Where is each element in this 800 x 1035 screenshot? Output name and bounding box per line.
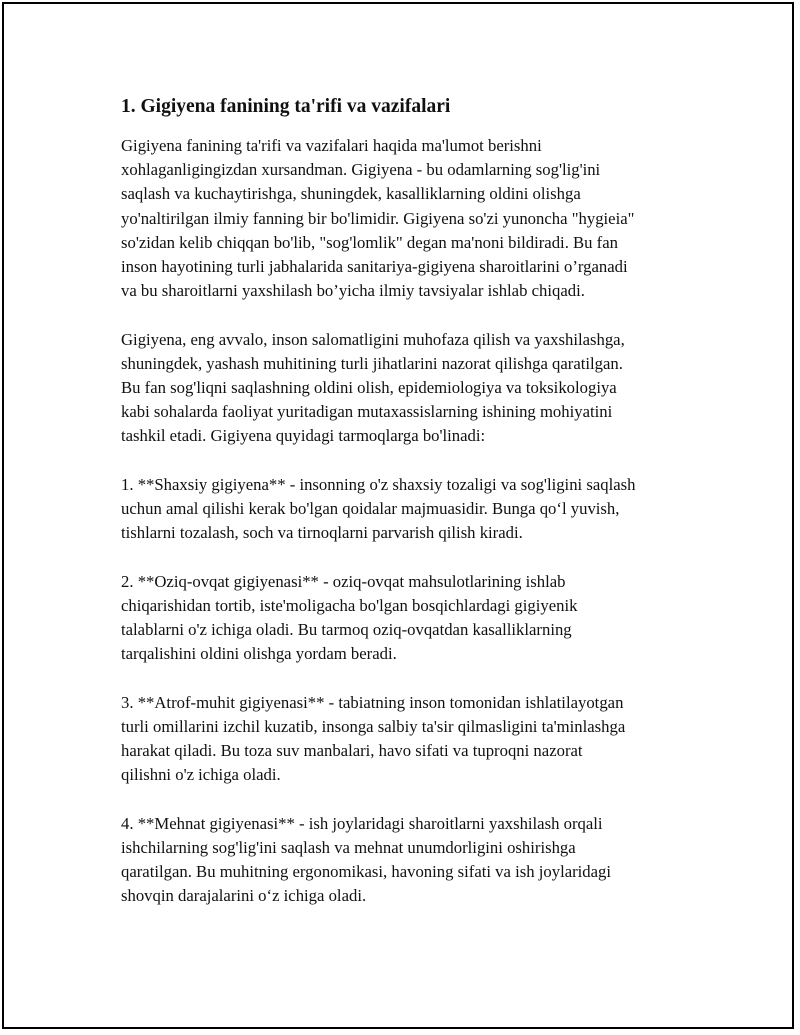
- text-line: Bu fan sog'liqni saqlashning oldini olish, epidemiologiya va toksikologiya: [121, 378, 617, 398]
- text-line: 1. **Shaxsiy gigiyena** - insonning o'z shaxsiy tozaligi va sog'ligini saqlash: [121, 474, 636, 494]
- text-line: turli omillarini izchil kuzatib, insonga salbiy ta'sir qilmasligini ta'minlashga: [121, 716, 626, 736]
- text-line: ishchilarning sog'lig'ini saqlash va mehnat unumdorligini oshirishga: [121, 837, 576, 857]
- paragraph: [121, 473, 701, 546]
- paragraph: [121, 134, 701, 303]
- text-line: 4. **Mehnat gigiyenasi** - ish joylaridagi sharoitlarni yaxshilash orqali: [121, 813, 603, 833]
- text-line: shovqin darajalarini o‘z ichiga oladi.: [121, 886, 367, 906]
- text-line: inson hayotining turli jabhalarida sanitariya-gigiyena sharoitlarini o’rganadi: [121, 257, 628, 277]
- paragraph: [121, 328, 701, 449]
- text-line: 2. **Oziq-ovqat gigiyenasi** - oziq-ovqat mahsulotlarining ishlab: [121, 571, 566, 591]
- document-body: [121, 94, 701, 933]
- text-line: Gigiyena, eng avvalo, inson salomatligini muhofaza qilish va yaxshilashga,: [121, 329, 625, 349]
- paragraph: [121, 691, 701, 788]
- text-line: yo'naltirilgan ilmiy fanning bir bo'limidir. Gigiyena so'zi yunoncha "hygieia": [121, 208, 635, 228]
- text-line: harakat qiladi. Bu toza suv manbalari, havo sifati va tuproqni nazorat: [121, 741, 583, 761]
- text-line: tishlarni tozalash, soch va tirnoqlarni parvarish qilish kiradi.: [121, 523, 523, 543]
- text-line: 3. **Atrof-muhit gigiyenasi** - tabiatning inson tomonidan ishlatilayotgan: [121, 692, 624, 712]
- text-line: qilishni o'z ichiga oladi.: [121, 765, 281, 785]
- page-frame: [2, 2, 794, 1029]
- text-line: saqlash va kuchaytirishga, shuningdek, kasalliklarning oldini olishga: [121, 184, 581, 204]
- text-line: Gigiyena fanining ta'rifi va vazifalari haqida ma'lumot berishni: [121, 136, 542, 155]
- paragraph: [121, 812, 701, 909]
- text-line: uchun amal qilishi kerak bo'lgan qoidalar majmuasidir. Bunga qo‘l yuvish,: [121, 499, 620, 519]
- text-line: kabi sohalarda faoliyat yuritadigan mutaxassislarning ishining mohiyatini: [121, 402, 613, 422]
- text-line: va bu sharoitlarni yaxshilash bo’yicha ilmiy tavsiyalar ishlab chiqadi.: [121, 281, 585, 301]
- paragraph: [121, 570, 701, 667]
- text-line: xohlaganligingizdan xursandman. Gigiyena - bu odamlarning sog'lig'ini: [121, 160, 601, 180]
- text-line: chiqarishidan tortib, iste'moligacha bo'lgan bosqichlardagi gigiyenik: [121, 595, 578, 615]
- text-line: tarqalishini oldini olishga yordam beradi.: [121, 644, 397, 664]
- text-line: qaratilgan. Bu muhitning ergonomikasi, havoning sifati va ish joylaridagi: [121, 862, 612, 882]
- paragraph-list: [121, 134, 701, 908]
- text-line: so'zidan kelib chiqqan bo'lib, "sog'lomlik" degan ma'noni bildiradi. Bu fan: [121, 232, 618, 252]
- text-line: shuningdek, yashash muhitining turli jihatlarini nazorat qilishga qaratilgan.: [121, 353, 623, 373]
- text-line: tashkil etadi. Gigiyena quyidagi tarmoqlarga bo'linadi:: [121, 426, 486, 446]
- text-line: talablarni o'z ichiga oladi. Bu tarmoq oziq-ovqatdan kasalliklarning: [121, 620, 572, 640]
- document-title: 1. Gigiyena fanining ta'rifi va vazifalari: [121, 96, 451, 117]
